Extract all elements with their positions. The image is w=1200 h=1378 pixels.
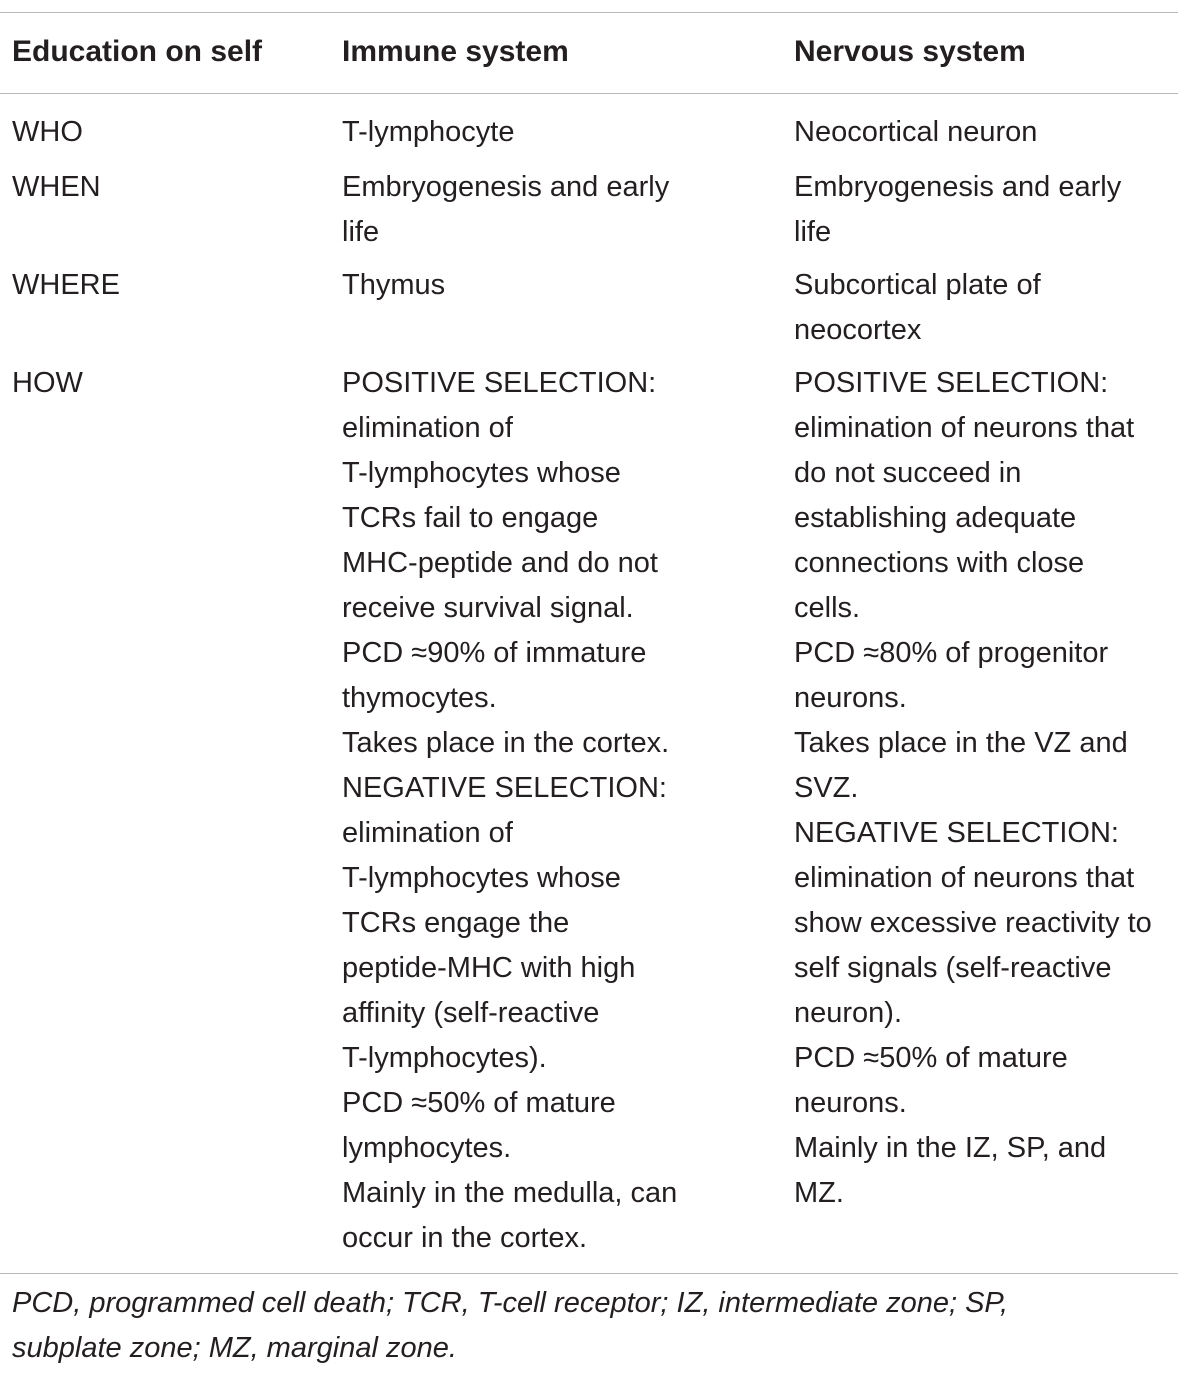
cell-line: life (342, 216, 380, 248)
cell-line: POSITIVE SELECTION: (342, 367, 657, 399)
cell-line: TCRs fail to engage (342, 502, 599, 534)
cell-line: Takes place in the VZ and (794, 727, 1128, 759)
cell-line: neurons. (794, 1087, 907, 1119)
header-education-on-self: Education on self (12, 35, 263, 68)
cell-line: occur in the cortex. (342, 1222, 587, 1254)
cell-line: elimination of neurons that (794, 862, 1135, 894)
top-rule (0, 12, 1178, 13)
cell-line: neocortex (794, 314, 922, 346)
nervous-cell (794, 361, 1194, 1216)
cell-line: Takes place in the cortex. (342, 727, 670, 759)
cell-line: SVZ. (794, 772, 859, 804)
row-label: HOW (12, 367, 83, 399)
cell-line: T-lymphocyte (342, 116, 515, 148)
footnote-line: subplate zone; MZ, marginal zone. (12, 1332, 457, 1364)
table-footnote (12, 1281, 1178, 1371)
cell-line: connections with close (794, 547, 1085, 579)
cell-line: elimination of neurons that (794, 412, 1135, 444)
cell-line: lymphocytes. (342, 1132, 512, 1164)
cell-line: TCRs engage the (342, 907, 570, 939)
cell-line: thymocytes. (342, 682, 497, 714)
cell-line: affinity (self-reactive (342, 997, 600, 1029)
immune-cell (342, 110, 772, 155)
cell-line: do not succeed in (794, 457, 1022, 489)
cell-line: Subcortical plate of (794, 269, 1041, 301)
cell-line: Mainly in the medulla, can (342, 1177, 678, 1209)
cell-line: PCD ≈80% of progenitor (794, 637, 1109, 669)
cell-line: MHC-peptide and do not (342, 547, 658, 579)
cell-line: receive survival signal. (342, 592, 634, 624)
row-label: WHO (12, 116, 83, 148)
cell-line: T-lymphocytes). (342, 1042, 547, 1074)
cell-line: PCD ≈50% of mature (342, 1087, 616, 1119)
cell-line: life (794, 216, 832, 248)
cell-line: PCD ≈90% of immature (342, 637, 647, 669)
cell-line: NEGATIVE SELECTION: (794, 817, 1119, 849)
cell-line: POSITIVE SELECTION: (794, 367, 1109, 399)
bottom-rule (0, 1273, 1178, 1274)
cell-line: neuron). (794, 997, 903, 1029)
cell-line: establishing adequate (794, 502, 1077, 534)
cell-line: self signals (self-reactive (794, 952, 1112, 984)
nervous-cell (794, 110, 1194, 155)
row-label: WHEN (12, 171, 101, 203)
cell-line: Embryogenesis and early (342, 171, 670, 203)
cell-line: neurons. (794, 682, 907, 714)
cell-line: Neocortical neuron (794, 116, 1038, 148)
cell-line: MZ. (794, 1177, 844, 1209)
cell-line: cells. (794, 592, 861, 624)
header-rule (0, 93, 1178, 94)
cell-line: elimination of (342, 817, 513, 849)
cell-line: Thymus (342, 269, 446, 301)
cell-line: PCD ≈50% of mature (794, 1042, 1068, 1074)
cell-line: peptide-MHC with high (342, 952, 636, 984)
table-header (0, 28, 1200, 78)
nervous-cell (794, 165, 1194, 255)
cell-line: show excessive reactivity to (794, 907, 1152, 939)
nervous-cell (794, 263, 1194, 353)
immune-cell (342, 165, 772, 255)
cell-line: T-lymphocytes whose (342, 457, 621, 489)
cell-line: NEGATIVE SELECTION: (342, 772, 667, 804)
header-immune-system: Immune system (342, 35, 569, 68)
immune-cell (342, 361, 772, 1261)
cell-line: T-lymphocytes whose (342, 862, 621, 894)
immune-cell (342, 263, 772, 308)
cell-line: Embryogenesis and early (794, 171, 1122, 203)
header-nervous-system: Nervous system (794, 35, 1026, 68)
cell-line: Mainly in the IZ, SP, and (794, 1132, 1107, 1164)
cell-line: elimination of (342, 412, 513, 444)
footnote-line: PCD, programmed cell death; TCR, T-cell receptor; IZ, intermediate zone; SP, (12, 1287, 1009, 1319)
row-label: WHERE (12, 269, 120, 301)
